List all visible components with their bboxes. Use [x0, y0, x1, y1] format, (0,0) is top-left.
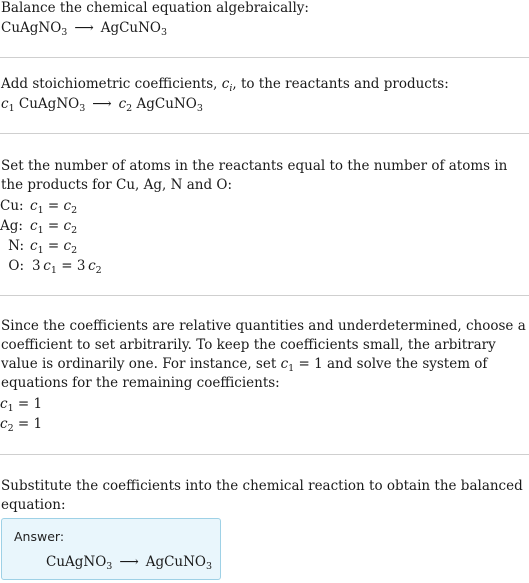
balanced-equation: CuAgNO$_3$ ⟶ AgCuNO$_3$: [46, 554, 213, 572]
equation-with-coefficients: $c_1$ CuAgNO$_3$ ⟶ $c_2$ AgCuNO$_3$: [1, 96, 203, 114]
answer-box: [1, 518, 221, 580]
coefficients-intro: Add stoichiometric coefficients, $c_i$, to the reactants and products:: [1, 76, 449, 94]
reaction-arrow: ⟶: [74, 20, 94, 36]
unbalanced-equation: [1, 20, 167, 36]
answer-label: Answer:: [14, 529, 65, 544]
substitute-intro: Substitute the coefficients into the chemical reaction to obtain the balanced equation:: [1, 478, 523, 513]
reaction-arrow: ⟶: [119, 554, 139, 570]
reactant-formula: CuAgNO$_3$: [1, 20, 68, 38]
solve-explanation: Since the coefficients are relative quantities and underdetermined, choose a coefficient to set arbitrarily. To keep the coefficients small, the arbitrary value is ordinarily one. For instance, set $c_1 = 1$ and solve the system of equations for the remaining coefficients:: [1, 318, 526, 391]
solution-c1: $c_1 = 1$: [0, 396, 43, 414]
atom-balance-intro: Set the number of atoms in the reactants equal to the number of atoms in the products for Cu, Ag, N and O:: [1, 158, 508, 193]
atom-equation-ag: Ag: $c_1 = c_2$: [0, 218, 78, 236]
balance-intro: Balance the chemical equation algebraically:: [1, 0, 309, 16]
section-divider: [0, 133, 529, 134]
section-divider: [0, 295, 529, 296]
product-formula: AgCuNO$_3$: [100, 20, 168, 38]
reaction-arrow: ⟶: [92, 96, 112, 112]
atom-equation-n: N: $c_1 = c_2$: [8, 238, 78, 256]
solution-c2: $c_2 = 1$: [0, 416, 43, 434]
atom-equation-cu: Cu: $c_1 = c_2$: [0, 198, 78, 216]
atom-equation-o: O: 3 $c_1 = 3$ $c_2$: [8, 258, 102, 276]
section-divider: [0, 57, 529, 58]
section-divider: [0, 454, 529, 455]
